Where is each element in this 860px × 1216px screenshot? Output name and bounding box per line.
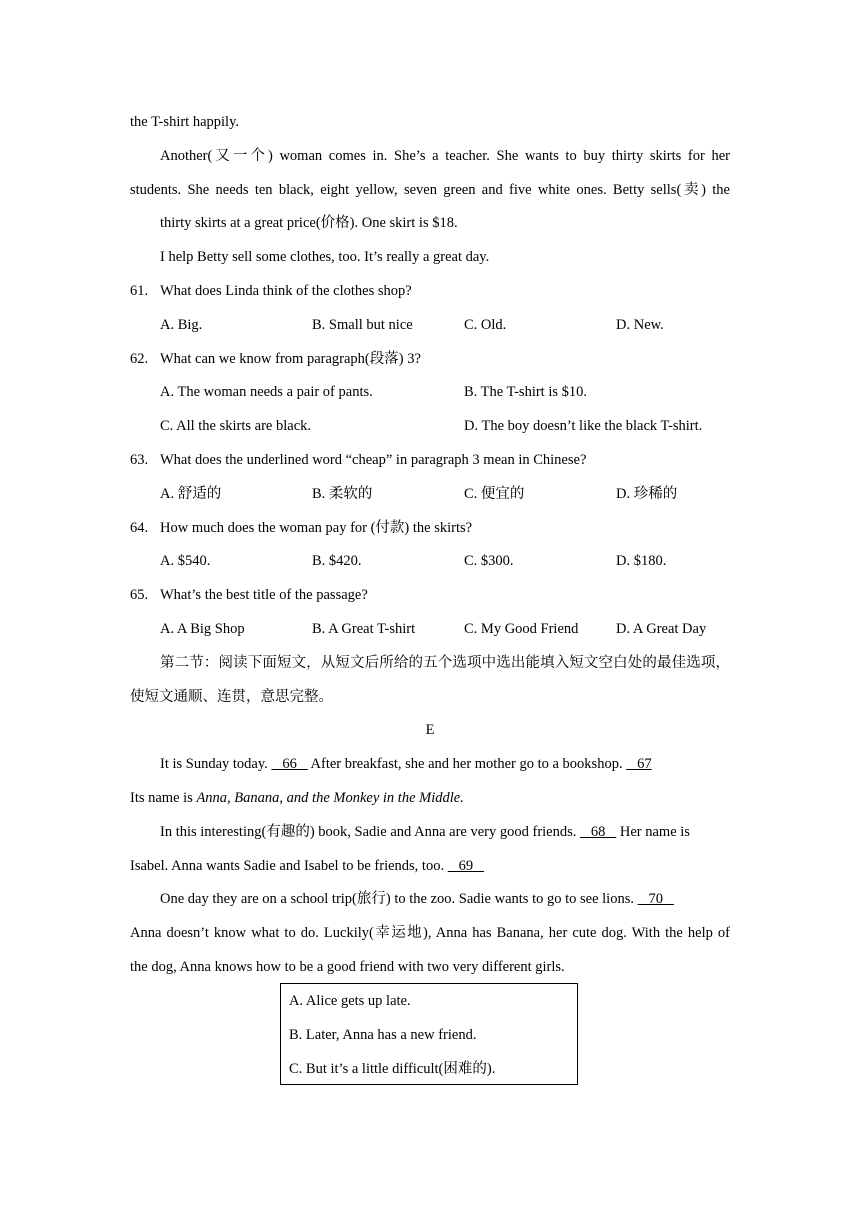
blank-66: 66 [271, 756, 308, 773]
question-text: What does Linda think of the clothes shop? [160, 282, 412, 299]
text-segment: It is Sunday today. [160, 756, 268, 773]
text-segment: One day they are on a school trip(旅行) to the zoo. Sadie wants to go to see lions. [160, 891, 634, 908]
options-box [280, 983, 578, 1085]
passage-d-p3: I help Betty sell some clothes, too. It’s really a great day. [160, 249, 490, 266]
passage-d-p2-line1: Another(又一个) woman comes in. She’s a teacher. She wants to buy thirty skirts for her [160, 147, 730, 164]
passage-e-p1-line1 [130, 752, 730, 786]
option-b: B. $420. [312, 553, 362, 570]
question-61-options [130, 313, 730, 347]
option-d: D. The boy doesn’t like the black T-shirt. [464, 418, 703, 435]
option-b: B. A Great T-shirt [312, 620, 416, 637]
question-64-options [130, 549, 730, 583]
section2-instruction-line2: 使短文通顺、连贯，意思完整。 [130, 688, 333, 705]
question-62-options-row1 [130, 380, 730, 414]
question-62-options-row2 [130, 414, 730, 448]
question-65-options [130, 617, 730, 651]
question-number: 61. [130, 282, 149, 299]
passage-e-p1-line2 [130, 786, 730, 820]
option-c: C. Old. [464, 316, 507, 333]
passage-e-title: E [425, 722, 435, 739]
book-title: Anna, Banana, and the Monkey in the Middle. [196, 789, 464, 806]
text-segment: Its name is [130, 789, 197, 806]
option-a: A. The woman needs a pair of pants. [160, 384, 373, 401]
passage-e-p3-line3: the dog, Anna knows how to be a good friend with two very different girls. [130, 958, 565, 975]
question-63-options [130, 482, 730, 516]
text-segment: Her name is [619, 823, 690, 840]
passage-e-p3-line1 [130, 887, 730, 921]
option-b: B. 柔软的 [312, 485, 373, 502]
blank-69: 69 [447, 857, 484, 874]
passage-e-p2-line1 [130, 820, 730, 854]
passage-e-p2-line2 [130, 854, 730, 888]
box-option-b: B. Later, Anna has a new friend. [289, 1027, 477, 1043]
blank-67: 67 [626, 756, 652, 773]
question-text: What’s the best title of the passage? [160, 587, 368, 604]
option-c: C. $300. [464, 553, 514, 570]
question-63 [130, 448, 730, 482]
page-content [130, 110, 730, 989]
option-d: D. 珍稀的 [616, 485, 678, 502]
passage-e-p3-line2: Anna doesn’t know what to do. Luckily(幸运地), Anna has Banana, her cute dog. With the help of [130, 925, 730, 942]
option-d: D. New. [616, 316, 664, 333]
box-option-c: C. But it’s a little difficult(困难的). [289, 1061, 496, 1077]
option-a: A. Big. [160, 316, 203, 333]
passage-d-p2-line3: thirty skirts at a great price(价格). One skirt is $18. [160, 215, 458, 232]
text-segment: After breakfast, she and her mother go to a bookshop. [310, 756, 623, 773]
box-option-a: A. Alice gets up late. [289, 993, 411, 1009]
blank-68: 68 [580, 823, 617, 840]
option-d: D. A Great Day [616, 620, 707, 637]
option-a: A. $540. [160, 553, 211, 570]
question-text: How much does the woman pay for (付款) the skirts? [160, 519, 473, 536]
question-65 [130, 583, 730, 617]
question-61 [130, 279, 730, 313]
text-segment: In this interesting(有趣的) book, Sadie and Anna are very good friends. [160, 823, 577, 840]
question-text: What can we know from paragraph(段落) 3? [160, 350, 421, 367]
question-62 [130, 347, 730, 381]
question-number: 63. [130, 451, 149, 468]
question-text: What does the underlined word “cheap” in paragraph 3 mean in Chinese? [160, 451, 587, 468]
question-number: 62. [130, 350, 149, 367]
passage-d-p2-line2: students. She needs ten black, eight yellow, seven green and five white ones. Betty sells(卖) the [130, 181, 730, 198]
option-d: D. $180. [616, 553, 667, 570]
blank-70: 70 [637, 891, 674, 908]
text-segment: Isabel. Anna wants Sadie and Isabel to be friends, too. [130, 857, 445, 874]
option-c: C. My Good Friend [464, 620, 579, 637]
option-b: B. The T-shirt is $10. [464, 384, 587, 401]
question-number: 65. [130, 587, 149, 604]
option-a: A. 舒适的 [160, 485, 222, 502]
option-c: C. All the skirts are black. [160, 418, 312, 435]
option-c: C. 便宜的 [464, 485, 525, 502]
section2-instruction-line1: 第二节：阅读下面短文，从短文后所给的五个选项中选出能填入短文空白处的最佳选项， [160, 654, 730, 671]
passage-d-tail: the T-shirt happily. [130, 114, 240, 130]
question-64 [130, 516, 730, 550]
option-a: A. A Big Shop [160, 620, 245, 637]
question-number: 64. [130, 519, 149, 536]
option-b: B. Small but nice [312, 316, 413, 333]
